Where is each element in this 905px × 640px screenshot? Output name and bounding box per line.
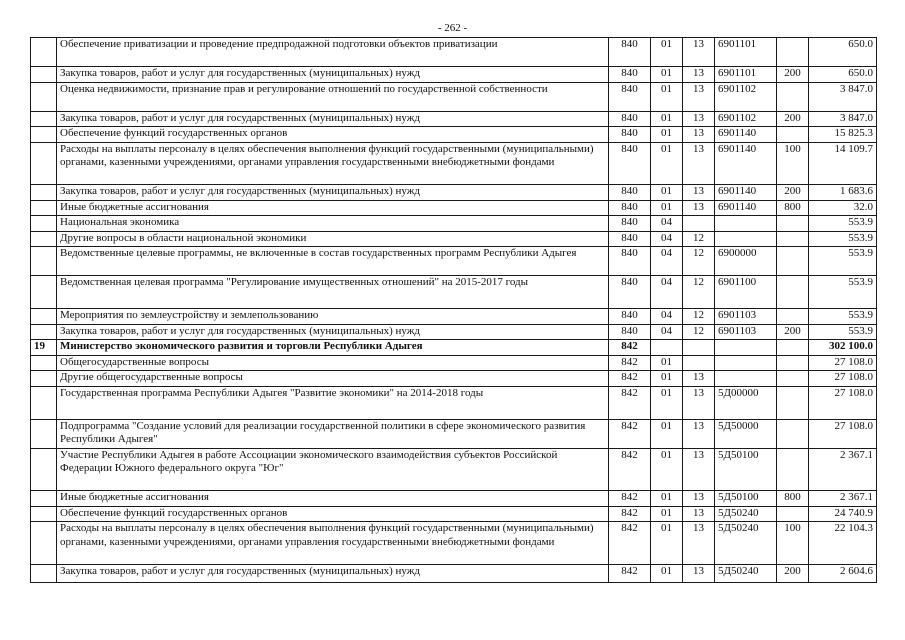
row-ved-code: 840 — [609, 324, 651, 340]
budget-table — [30, 37, 877, 583]
table-row — [31, 231, 877, 247]
row-section-code: 01 — [651, 419, 683, 448]
row-number — [31, 216, 57, 232]
row-expense-type-code — [777, 276, 809, 309]
row-section-code: 01 — [651, 448, 683, 491]
row-expense-type-code: 200 — [777, 324, 809, 340]
table-row — [31, 276, 877, 309]
row-name: Другие вопросы в области национальной экономики — [57, 231, 609, 247]
row-section-code: 04 — [651, 309, 683, 325]
row-subsection-code: 13 — [683, 82, 715, 111]
table-row — [31, 419, 877, 448]
row-number — [31, 127, 57, 143]
row-name: Подпрограмма "Создание условий для реализации государственной политики в сфере экономического развития Республики Адыгея" — [57, 419, 609, 448]
row-name: Обеспечение функций государственных органов — [57, 506, 609, 522]
row-target-code: 6900000 — [715, 247, 777, 276]
row-number — [31, 564, 57, 583]
row-expense-type-code — [777, 371, 809, 387]
row-section-code: 04 — [651, 216, 683, 232]
row-amount: 27 108.0 — [809, 419, 877, 448]
row-section-code: 01 — [651, 564, 683, 583]
row-expense-type-code: 100 — [777, 522, 809, 565]
row-target-code: 5Д50240 — [715, 564, 777, 583]
row-ved-code: 842 — [609, 419, 651, 448]
row-target-code: 6901102 — [715, 82, 777, 111]
row-section-code: 01 — [651, 386, 683, 419]
table-row — [31, 564, 877, 583]
row-expense-type-code — [777, 355, 809, 371]
table-row — [31, 448, 877, 491]
row-target-code — [715, 340, 777, 356]
row-section-code: 01 — [651, 185, 683, 201]
row-subsection-code: 13 — [683, 419, 715, 448]
row-number — [31, 200, 57, 216]
row-name: Государственная программа Республики Адыгея "Развитие экономики" на 2014-2018 годы — [57, 386, 609, 419]
row-ved-code: 840 — [609, 200, 651, 216]
row-section-code: 04 — [651, 231, 683, 247]
table-row — [31, 216, 877, 232]
row-expense-type-code — [777, 309, 809, 325]
row-name: Другие общегосударственные вопросы — [57, 371, 609, 387]
row-number — [31, 506, 57, 522]
row-name: Обеспечение функций государственных органов — [57, 127, 609, 143]
row-target-code: 6901101 — [715, 67, 777, 83]
row-ved-code: 840 — [609, 142, 651, 185]
row-section-code: 01 — [651, 200, 683, 216]
row-expense-type-code: 200 — [777, 185, 809, 201]
row-section-code: 01 — [651, 355, 683, 371]
row-target-code: 5Д50100 — [715, 491, 777, 507]
row-target-code: 5Д00000 — [715, 386, 777, 419]
row-subsection-code: 13 — [683, 522, 715, 565]
row-ved-code: 840 — [609, 276, 651, 309]
row-expense-type-code — [777, 216, 809, 232]
row-ved-code: 840 — [609, 82, 651, 111]
row-amount: 3 847.0 — [809, 111, 877, 127]
row-target-code: 5Д50240 — [715, 506, 777, 522]
row-subsection-code: 13 — [683, 67, 715, 83]
row-amount: 553.9 — [809, 231, 877, 247]
row-section-code: 01 — [651, 522, 683, 565]
row-name: Обеспечение приватизации и проведение предпродажной подготовки объектов приватизации — [57, 38, 609, 67]
row-subsection-code: 12 — [683, 231, 715, 247]
row-number — [31, 448, 57, 491]
row-subsection-code — [683, 340, 715, 356]
row-ved-code: 842 — [609, 564, 651, 583]
row-subsection-code: 13 — [683, 127, 715, 143]
row-number — [31, 522, 57, 565]
row-amount: 14 109.7 — [809, 142, 877, 185]
table-row — [31, 506, 877, 522]
row-ved-code: 842 — [609, 506, 651, 522]
row-amount: 650.0 — [809, 38, 877, 67]
row-number — [31, 419, 57, 448]
row-expense-type-code — [777, 506, 809, 522]
row-subsection-code: 13 — [683, 564, 715, 583]
table-row — [31, 111, 877, 127]
page-number: - 262 - — [437, 22, 468, 34]
row-name: Ведомственная целевая программа "Регулирование имущественных отношений" на 2015-2017 годы — [57, 276, 609, 309]
row-amount: 22 104.3 — [809, 522, 877, 565]
row-amount: 24 740.9 — [809, 506, 877, 522]
row-subsection-code: 13 — [683, 142, 715, 185]
row-amount: 302 100.0 — [809, 340, 877, 356]
row-amount: 3 847.0 — [809, 82, 877, 111]
row-ved-code: 842 — [609, 491, 651, 507]
row-amount: 1 683.6 — [809, 185, 877, 201]
row-number — [31, 276, 57, 309]
row-section-code: 04 — [651, 247, 683, 276]
row-section-code: 01 — [651, 67, 683, 83]
row-name: Закупка товаров, работ и услуг для государственных (муниципальных) нужд — [57, 67, 609, 83]
row-subsection-code: 13 — [683, 371, 715, 387]
row-expense-type-code — [777, 127, 809, 143]
row-target-code — [715, 216, 777, 232]
row-ved-code: 840 — [609, 216, 651, 232]
row-ved-code: 840 — [609, 231, 651, 247]
row-name: Иные бюджетные ассигнования — [57, 200, 609, 216]
row-amount: 27 108.0 — [809, 355, 877, 371]
row-amount: 15 825.3 — [809, 127, 877, 143]
table-row — [31, 247, 877, 276]
row-amount: 2 367.1 — [809, 491, 877, 507]
row-expense-type-code — [777, 448, 809, 491]
row-number — [31, 355, 57, 371]
table-row — [31, 127, 877, 143]
row-expense-type-code: 200 — [777, 564, 809, 583]
row-ved-code: 840 — [609, 67, 651, 83]
row-name: Иные бюджетные ассигнования — [57, 491, 609, 507]
row-name: Расходы на выплаты персоналу в целях обеспечения выполнения функций государственными (муниципальными) органами, казенными учреждениями, органами управления государственными внебюджетными фондами — [57, 522, 609, 565]
row-name: Расходы на выплаты персоналу в целях обеспечения выполнения функций государственными (муниципальными) органами, казенными учреждениями, органами управления государственными внебюджетными фондами — [57, 142, 609, 185]
row-target-code: 5Д50240 — [715, 522, 777, 565]
row-amount: 553.9 — [809, 216, 877, 232]
row-ved-code: 840 — [609, 185, 651, 201]
table-row — [31, 371, 877, 387]
row-number — [31, 67, 57, 83]
row-number — [31, 386, 57, 419]
row-target-code: 6901140 — [715, 200, 777, 216]
row-name: Оценка недвижимости, признание прав и регулирование отношений по государственной собственности — [57, 82, 609, 111]
row-amount: 553.9 — [809, 276, 877, 309]
row-section-code: 01 — [651, 371, 683, 387]
row-name: Мероприятия по землеустройству и землепользованию — [57, 309, 609, 325]
table-body — [31, 38, 877, 583]
row-target-code: 6901140 — [715, 142, 777, 185]
table-row — [31, 522, 877, 565]
row-ved-code: 842 — [609, 386, 651, 419]
row-expense-type-code — [777, 340, 809, 356]
row-number — [31, 142, 57, 185]
row-name: Закупка товаров, работ и услуг для государственных (муниципальных) нужд — [57, 564, 609, 583]
row-ved-code: 840 — [609, 247, 651, 276]
row-name: Общегосударственные вопросы — [57, 355, 609, 371]
row-amount: 650.0 — [809, 67, 877, 83]
row-target-code: 5Д50000 — [715, 419, 777, 448]
row-name: Участие Республики Адыгея в работе Ассоциации экономического взаимодействия субъектов Российской Федерации Южного федерального округа "Юг" — [57, 448, 609, 491]
row-ved-code: 842 — [609, 522, 651, 565]
row-ved-code: 842 — [609, 448, 651, 491]
row-number — [31, 231, 57, 247]
row-name: Ведомственные целевые программы, не включенные в состав государственных программ Республики Адыгея — [57, 247, 609, 276]
row-amount: 32.0 — [809, 200, 877, 216]
row-target-code — [715, 371, 777, 387]
row-expense-type-code — [777, 231, 809, 247]
row-name: Закупка товаров, работ и услуг для государственных (муниципальных) нужд — [57, 111, 609, 127]
row-target-code: 6901100 — [715, 276, 777, 309]
table-row — [31, 185, 877, 201]
row-expense-type-code: 100 — [777, 142, 809, 185]
row-expense-type-code: 800 — [777, 200, 809, 216]
row-target-code: 6901101 — [715, 38, 777, 67]
row-target-code: 6901103 — [715, 324, 777, 340]
row-number — [31, 38, 57, 67]
row-subsection-code: 12 — [683, 309, 715, 325]
row-subsection-code: 12 — [683, 276, 715, 309]
row-ved-code: 840 — [609, 111, 651, 127]
row-amount: 27 108.0 — [809, 386, 877, 419]
row-number — [31, 324, 57, 340]
row-ved-code: 840 — [609, 38, 651, 67]
table-row — [31, 200, 877, 216]
row-number: 19 — [31, 340, 57, 356]
row-subsection-code: 13 — [683, 386, 715, 419]
row-ved-code: 842 — [609, 355, 651, 371]
row-number — [31, 82, 57, 111]
row-subsection-code: 13 — [683, 185, 715, 201]
row-subsection-code: 13 — [683, 448, 715, 491]
table-row — [31, 491, 877, 507]
row-subsection-code: 12 — [683, 324, 715, 340]
row-name: Национальная экономика — [57, 216, 609, 232]
row-target-code: 6901102 — [715, 111, 777, 127]
row-number — [31, 491, 57, 507]
table-row — [31, 67, 877, 83]
row-subsection-code — [683, 355, 715, 371]
table-row — [31, 142, 877, 185]
row-section-code — [651, 340, 683, 356]
row-amount: 2 367.1 — [809, 448, 877, 491]
table-row — [31, 324, 877, 340]
row-amount: 27 108.0 — [809, 371, 877, 387]
row-amount: 553.9 — [809, 247, 877, 276]
row-section-code: 01 — [651, 506, 683, 522]
row-section-code: 04 — [651, 276, 683, 309]
table-row — [31, 355, 877, 371]
row-subsection-code: 13 — [683, 506, 715, 522]
row-section-code: 04 — [651, 324, 683, 340]
row-section-code: 01 — [651, 491, 683, 507]
row-number — [31, 185, 57, 201]
row-expense-type-code: 200 — [777, 111, 809, 127]
row-target-code: 6901103 — [715, 309, 777, 325]
row-subsection-code: 12 — [683, 247, 715, 276]
row-name: Министерство экономического развития и торговли Республики Адыгея — [57, 340, 609, 356]
row-target-code — [715, 355, 777, 371]
row-section-code: 01 — [651, 142, 683, 185]
row-section-code: 01 — [651, 111, 683, 127]
row-target-code — [715, 231, 777, 247]
row-subsection-code: 13 — [683, 111, 715, 127]
row-name: Закупка товаров, работ и услуг для государственных (муниципальных) нужд — [57, 324, 609, 340]
table-row — [31, 340, 877, 356]
row-expense-type-code — [777, 38, 809, 67]
row-ved-code: 842 — [609, 371, 651, 387]
table-row — [31, 386, 877, 419]
row-section-code: 01 — [651, 82, 683, 111]
row-expense-type-code: 800 — [777, 491, 809, 507]
row-section-code: 01 — [651, 38, 683, 67]
row-amount: 553.9 — [809, 324, 877, 340]
table-row — [31, 38, 877, 67]
row-ved-code: 840 — [609, 127, 651, 143]
row-section-code: 01 — [651, 127, 683, 143]
row-ved-code: 842 — [609, 340, 651, 356]
row-amount: 553.9 — [809, 309, 877, 325]
row-expense-type-code — [777, 419, 809, 448]
row-number — [31, 371, 57, 387]
row-expense-type-code — [777, 386, 809, 419]
row-subsection-code — [683, 216, 715, 232]
row-expense-type-code: 200 — [777, 67, 809, 83]
row-expense-type-code — [777, 82, 809, 111]
row-number — [31, 247, 57, 276]
table-row — [31, 309, 877, 325]
row-expense-type-code — [777, 247, 809, 276]
row-name: Закупка товаров, работ и услуг для государственных (муниципальных) нужд — [57, 185, 609, 201]
row-target-code: 6901140 — [715, 185, 777, 201]
row-target-code: 5Д50100 — [715, 448, 777, 491]
row-number — [31, 309, 57, 325]
table-row — [31, 82, 877, 111]
row-number — [31, 111, 57, 127]
row-target-code: 6901140 — [715, 127, 777, 143]
row-subsection-code: 13 — [683, 200, 715, 216]
row-ved-code: 840 — [609, 309, 651, 325]
row-amount: 2 604.6 — [809, 564, 877, 583]
row-subsection-code: 13 — [683, 38, 715, 67]
row-subsection-code: 13 — [683, 491, 715, 507]
